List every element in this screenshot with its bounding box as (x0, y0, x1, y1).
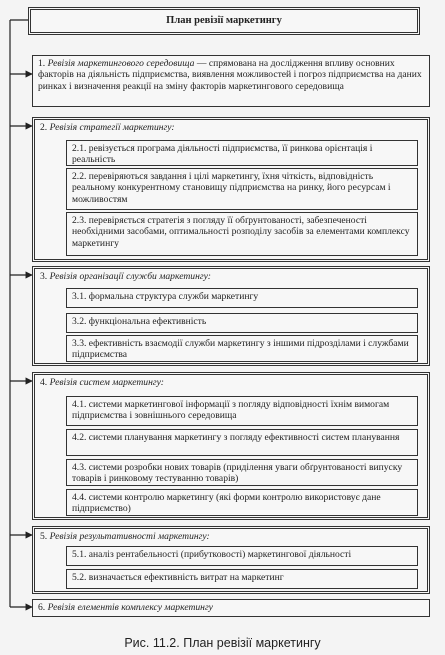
item-4-1: 4.1. системи маркетингової інформації з погляду відповідності їхнім вимогам підприємства і зовнішнього середовища (66, 396, 418, 426)
item-3-3: 3.3. ефективність взаємодії служби маркетингу з іншими підрозділами і службами підприємства (66, 335, 418, 362)
section-2-name: Ревізія стратегії маркетингу: (49, 122, 175, 133)
item-4-2: 4.2. системи планування маркетингу з погляду ефективності систем планування (66, 429, 418, 456)
item-2-3: 2.3. перевіряється стратегія з погляду її обґрунтованості, забезпеченості необхідними засобами, оптимальності розподілу засобів за елементами комплексу маркетингу (66, 212, 418, 256)
section-4-num: 4. (40, 377, 48, 388)
item-3-1: 3.1. формальна структура служби маркетингу (66, 288, 418, 308)
item-4-4: 4.4. системи контролю маркетингу (які форми контролю використовує дане підприємство) (66, 489, 418, 516)
section-6-name: Ревізія елементів комплексу маркетингу (47, 602, 213, 613)
section-1-num: 1. (38, 58, 46, 69)
section-3-name: Ревізія організації служби маркетингу: (49, 271, 211, 282)
section-6-box (32, 599, 430, 617)
item-2-1: 2.1. ревізується програма діяльності підприємства, її ринкова орієнтація і реальність (66, 140, 418, 166)
section-5-num: 5. (40, 531, 48, 542)
section-1-box (32, 55, 430, 107)
section-6-num: 6. (38, 602, 46, 613)
item-4-3: 4.3. системи розробки нових товарів (приділення уваги обґрунтованості випуску товарів і ринковому тестуванню товарів) (66, 459, 418, 486)
item-5-2: 5.2. визначається ефективність витрат на маркетинг (66, 569, 418, 589)
section-3-num: 3. (40, 271, 48, 282)
section-4-name: Ревізія систем маркетингу: (49, 377, 164, 388)
section-1-desc: — спрямована на дослідження впливу основних факторів на діяльність підприємства, виявлення можливостей і погроз підприємства на даних ринках і визначення реакції на зміну факторів маркетингового середовища (38, 58, 422, 92)
diagram-title: План ревізії маркетингу (28, 7, 420, 35)
item-5-1: 5.1. аналіз рентабельності (прибутковості) маркетингової діяльності (66, 546, 418, 566)
figure-caption: Рис. 11.2. План ревізії маркетингу (124, 636, 321, 650)
section-1-name: Ревізія маркетингового середовища (47, 58, 195, 69)
item-3-2: 3.2. функціональна ефективність (66, 313, 418, 333)
section-5-name: Ревізія результативності маркетингу: (49, 531, 210, 542)
item-2-2: 2.2. перевіряються завдання і цілі маркетингу, їхня чіткість, відповідність реальному конкурентному становищу підприємства на ринку, його ресурсам і можливостям (66, 168, 418, 210)
section-2-num: 2. (40, 122, 48, 133)
